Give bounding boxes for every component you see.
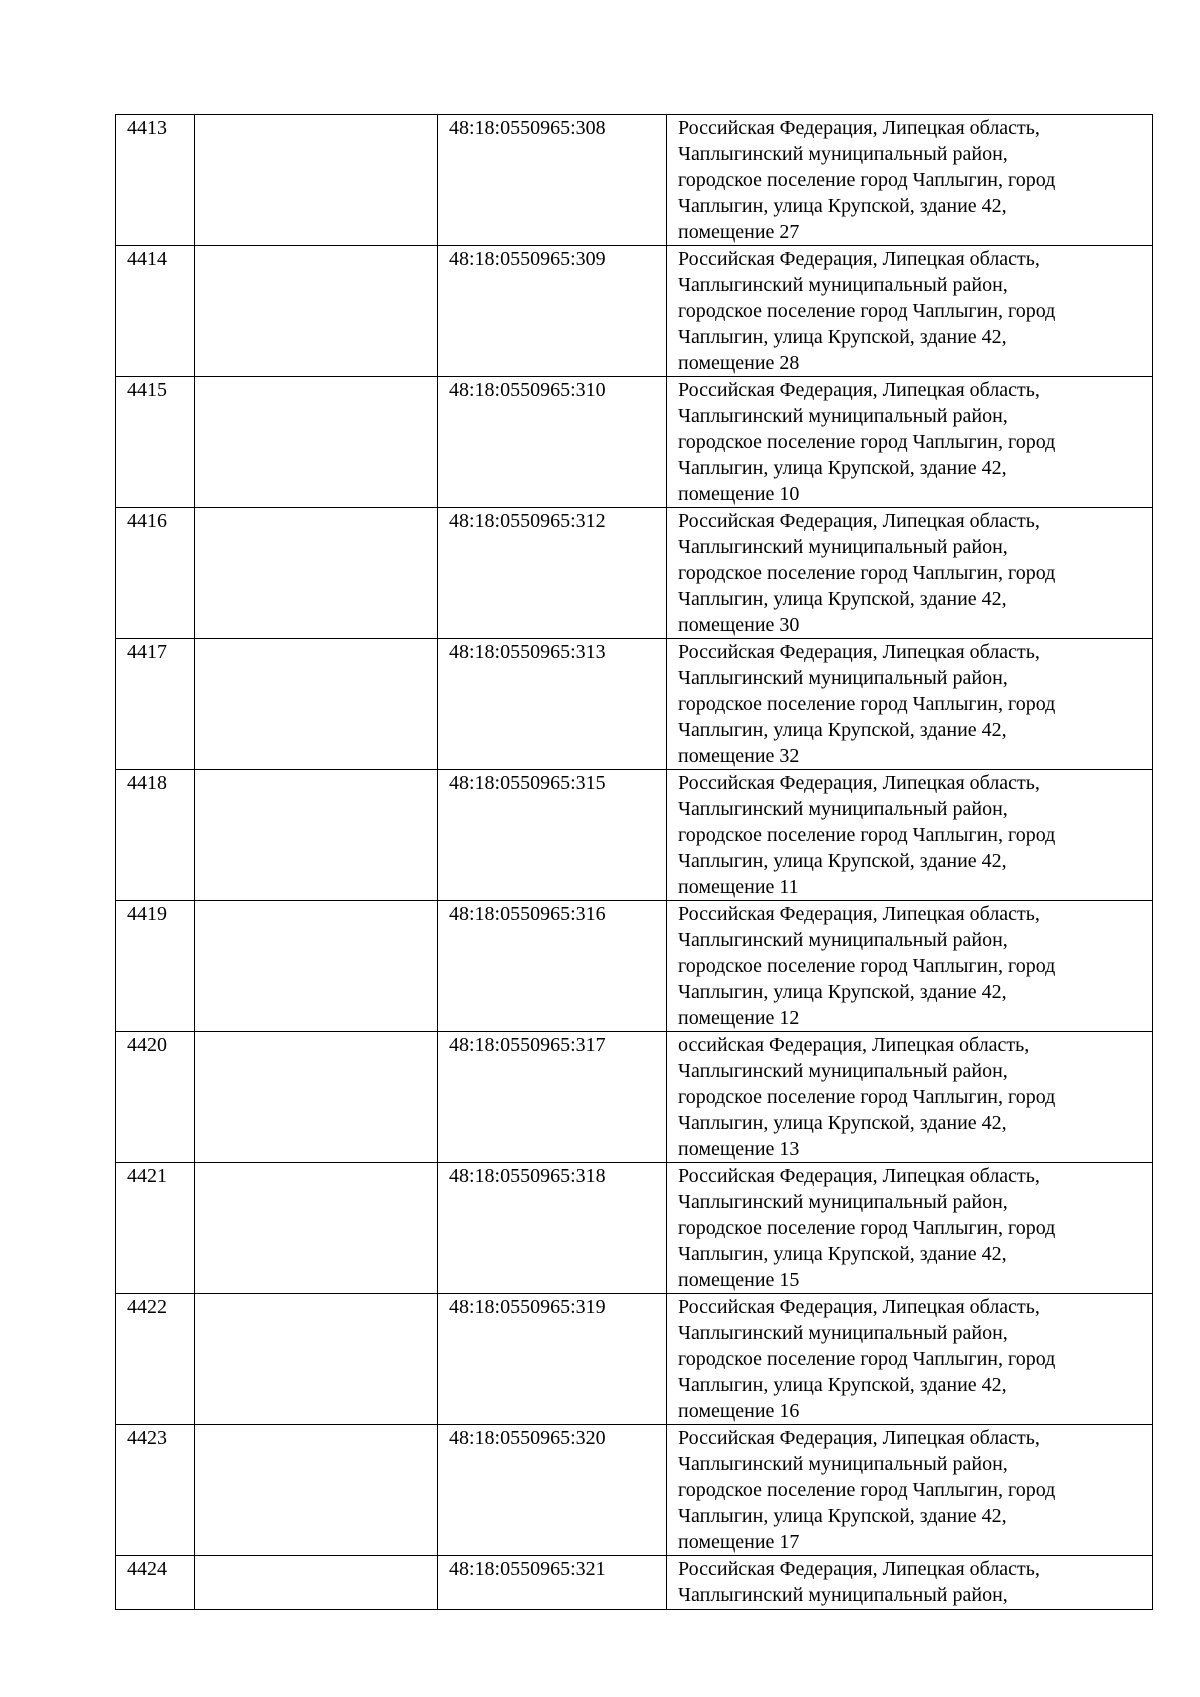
address-line: Российская Федерация, Липецкая область,	[678, 641, 1040, 663]
address-line: оссийская Федерация, Липецкая область,	[678, 1034, 1030, 1056]
address-cell	[667, 1294, 1153, 1425]
empty-cell	[195, 508, 438, 639]
address-line: городское поселение город Чаплыгин, город	[678, 824, 1056, 846]
address-line: Чаплыгинский муниципальный район,	[678, 1453, 1008, 1475]
cadastral-number-cell: 48:18:0550965:316	[438, 901, 667, 1032]
table-row	[116, 1294, 1153, 1425]
address-cell	[667, 1163, 1153, 1294]
table-row	[116, 770, 1153, 901]
cadastral-number-cell: 48:18:0550965:318	[438, 1163, 667, 1294]
address-line: Чаплыгин, улица Крупской, здание 42,	[678, 1243, 1007, 1265]
address-line: Чаплыгин, улица Крупской, здание 42,	[678, 719, 1007, 741]
address-cell	[667, 377, 1153, 508]
address-line: помещение 16	[678, 1400, 800, 1422]
empty-cell	[195, 1556, 438, 1610]
cadastral-number-cell: 48:18:0550965:308	[438, 115, 667, 246]
address-line: городское поселение город Чаплыгин, город	[678, 562, 1056, 584]
address-line: Российская Федерация, Липецкая область,	[678, 510, 1040, 532]
row-number-cell: 4421	[116, 1163, 195, 1294]
address-line: Чаплыгинский муниципальный район,	[678, 1584, 1008, 1606]
address-line: Российская Федерация, Липецкая область,	[678, 1296, 1040, 1318]
address-line: Чаплыгин, улица Крупской, здание 42,	[678, 850, 1007, 872]
address-cell	[667, 1556, 1153, 1610]
address-line: Чаплыгин, улица Крупской, здание 42,	[678, 457, 1007, 479]
address-line: Чаплыгинский муниципальный район,	[678, 143, 1008, 165]
address-line: Чаплыгинский муниципальный район,	[678, 274, 1008, 296]
table-row	[116, 508, 1153, 639]
address-cell	[667, 901, 1153, 1032]
empty-cell	[195, 1425, 438, 1556]
address-line: городское поселение город Чаплыгин, город	[678, 431, 1056, 453]
cadastral-number-cell: 48:18:0550965:321	[438, 1556, 667, 1610]
row-number-cell: 4420	[116, 1032, 195, 1163]
empty-cell	[195, 1032, 438, 1163]
address-line: городское поселение город Чаплыгин, город	[678, 1348, 1056, 1370]
address-line: помещение 15	[678, 1269, 800, 1291]
address-cell	[667, 508, 1153, 639]
address-line: Чаплыгинский муниципальный район,	[678, 929, 1008, 951]
address-line: Чаплыгин, улица Крупской, здание 42,	[678, 1374, 1007, 1396]
address-cell	[667, 115, 1153, 246]
address-line: городское поселение город Чаплыгин, город	[678, 300, 1056, 322]
row-number-cell: 4416	[116, 508, 195, 639]
empty-cell	[195, 770, 438, 901]
table-row	[116, 377, 1153, 508]
address-line: городское поселение город Чаплыгин, город	[678, 169, 1056, 191]
address-line: помещение 11	[678, 876, 799, 898]
address-line: помещение 12	[678, 1007, 800, 1029]
row-number-cell: 4417	[116, 639, 195, 770]
address-cell	[667, 639, 1153, 770]
address-line: городское поселение город Чаплыгин, город	[678, 955, 1056, 977]
address-line: Чаплыгин, улица Крупской, здание 42,	[678, 195, 1007, 217]
address-line: Чаплыгинский муниципальный район,	[678, 1191, 1008, 1213]
row-number-cell: 4419	[116, 901, 195, 1032]
address-line: городское поселение город Чаплыгин, город	[678, 693, 1056, 715]
row-number-cell: 4423	[116, 1425, 195, 1556]
address-cell	[667, 246, 1153, 377]
row-number-cell: 4414	[116, 246, 195, 377]
property-registry-table	[115, 114, 1153, 1610]
address-line: помещение 13	[678, 1138, 800, 1160]
empty-cell	[195, 246, 438, 377]
address-line: помещение 27	[678, 221, 800, 243]
cadastral-number-cell: 48:18:0550965:313	[438, 639, 667, 770]
cadastral-number-cell: 48:18:0550965:315	[438, 770, 667, 901]
address-line: Чаплыгин, улица Крупской, здание 42,	[678, 588, 1007, 610]
table-row	[116, 1556, 1153, 1610]
address-line: Чаплыгинский муниципальный район,	[678, 1060, 1008, 1082]
address-line: Российская Федерация, Липецкая область,	[678, 117, 1040, 139]
empty-cell	[195, 115, 438, 246]
address-line: Российская Федерация, Липецкая область,	[678, 903, 1040, 925]
cadastral-number-cell: 48:18:0550965:310	[438, 377, 667, 508]
row-number-cell: 4415	[116, 377, 195, 508]
row-number-cell: 4413	[116, 115, 195, 246]
address-line: городское поселение город Чаплыгин, город	[678, 1479, 1056, 1501]
address-line: Чаплыгинский муниципальный район,	[678, 536, 1008, 558]
cadastral-number-cell: 48:18:0550965:319	[438, 1294, 667, 1425]
table-row	[116, 246, 1153, 377]
table-row	[116, 115, 1153, 246]
empty-cell	[195, 1294, 438, 1425]
empty-cell	[195, 377, 438, 508]
address-line: Чаплыгинский муниципальный район,	[678, 798, 1008, 820]
address-line: Чаплыгин, улица Крупской, здание 42,	[678, 1505, 1007, 1527]
address-line: Российская Федерация, Липецкая область,	[678, 379, 1040, 401]
table-row	[116, 1163, 1153, 1294]
address-line: городское поселение город Чаплыгин, город	[678, 1086, 1056, 1108]
table-row	[116, 1032, 1153, 1163]
row-number-cell: 4424	[116, 1556, 195, 1610]
address-line: Чаплыгинский муниципальный район,	[678, 405, 1008, 427]
address-line: Чаплыгин, улица Крупской, здание 42,	[678, 1112, 1007, 1134]
empty-cell	[195, 639, 438, 770]
address-cell	[667, 1425, 1153, 1556]
table-row	[116, 1425, 1153, 1556]
address-cell	[667, 770, 1153, 901]
address-line: Российская Федерация, Липецкая область,	[678, 248, 1040, 270]
cadastral-number-cell: 48:18:0550965:320	[438, 1425, 667, 1556]
address-line: Чаплыгинский муниципальный район,	[678, 1322, 1008, 1344]
table-row	[116, 901, 1153, 1032]
registry-table-body	[116, 115, 1153, 1610]
address-line: Российская Федерация, Липецкая область,	[678, 772, 1040, 794]
empty-cell	[195, 901, 438, 1032]
address-line: Чаплыгинский муниципальный район,	[678, 667, 1008, 689]
cadastral-number-cell: 48:18:0550965:317	[438, 1032, 667, 1163]
address-line: помещение 32	[678, 745, 800, 767]
address-cell	[667, 1032, 1153, 1163]
address-line: помещение 17	[678, 1531, 800, 1553]
address-line: городское поселение город Чаплыгин, город	[678, 1217, 1056, 1239]
address-line: Чаплыгин, улица Крупской, здание 42,	[678, 981, 1007, 1003]
table-row	[116, 639, 1153, 770]
cadastral-number-cell: 48:18:0550965:312	[438, 508, 667, 639]
address-line: Российская Федерация, Липецкая область,	[678, 1165, 1040, 1187]
address-line: помещение 10	[678, 483, 800, 505]
address-line: Российская Федерация, Липецкая область,	[678, 1427, 1040, 1449]
empty-cell	[195, 1163, 438, 1294]
address-line: Чаплыгин, улица Крупской, здание 42,	[678, 326, 1007, 348]
row-number-cell: 4422	[116, 1294, 195, 1425]
address-line: помещение 30	[678, 614, 800, 636]
address-line: Российская Федерация, Липецкая область,	[678, 1558, 1040, 1580]
row-number-cell: 4418	[116, 770, 195, 901]
address-line: помещение 28	[678, 352, 800, 374]
cadastral-number-cell: 48:18:0550965:309	[438, 246, 667, 377]
